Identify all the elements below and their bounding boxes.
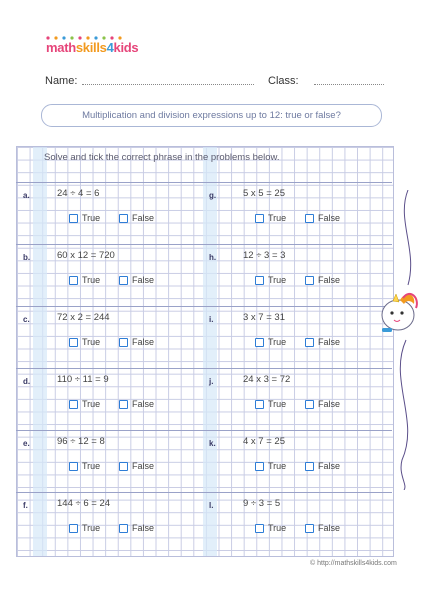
problem-expression: 12 ÷ 3 = 3 (243, 250, 286, 261)
false-option[interactable] (119, 213, 154, 223)
checkbox-icon[interactable] (69, 524, 78, 533)
checkbox-icon[interactable] (119, 214, 128, 223)
true-label: True (82, 399, 101, 409)
false-label: False (318, 213, 341, 223)
false-option[interactable] (119, 461, 154, 471)
logo-part-kids: kids (113, 40, 139, 55)
name-field[interactable] (82, 84, 254, 85)
false-option[interactable] (305, 213, 340, 223)
problem-letter: a. (23, 191, 30, 200)
checkbox-icon[interactable] (255, 276, 264, 285)
problem-expression: 72 x 2 = 244 (57, 312, 110, 323)
problem-letter: i. (209, 315, 214, 324)
true-label: True (82, 523, 101, 533)
logo-part-skills: skills (75, 40, 107, 55)
false-label: False (132, 275, 155, 285)
false-label: False (318, 337, 341, 347)
checkbox-icon[interactable] (119, 400, 128, 409)
problem-expression: 9 ÷ 3 = 5 (243, 498, 281, 509)
problem-expression: 4 x 7 = 25 (243, 436, 285, 447)
false-option[interactable] (305, 461, 340, 471)
checkbox-icon[interactable] (255, 524, 264, 533)
logo-part-math: math (46, 40, 76, 55)
problem-letter: j. (209, 377, 214, 386)
true-option[interactable] (255, 523, 286, 533)
true-label: True (268, 275, 287, 285)
false-label: False (318, 275, 341, 285)
problem-e (17, 433, 197, 493)
problem-k (203, 433, 383, 493)
false-label: False (132, 523, 155, 533)
checkbox-icon[interactable] (69, 462, 78, 471)
problem-letter: b. (23, 253, 31, 262)
true-option[interactable] (69, 523, 100, 533)
false-label: False (318, 461, 341, 471)
false-option[interactable] (305, 337, 340, 347)
problem-letter: c. (23, 315, 30, 324)
problem-expression: 24 x 3 = 72 (243, 374, 291, 385)
false-label: False (132, 399, 155, 409)
checkbox-icon[interactable] (255, 338, 264, 347)
true-option[interactable] (69, 461, 100, 471)
unicorn-mascot-icon (378, 190, 421, 490)
false-option[interactable] (119, 337, 154, 347)
checkbox-icon[interactable] (69, 276, 78, 285)
problem-g (203, 185, 383, 245)
instructions: Solve and tick the correct phrase in the problems below. (44, 152, 280, 163)
false-option[interactable] (119, 399, 154, 409)
problem-h (203, 247, 383, 307)
problem-d (17, 371, 197, 431)
checkbox-icon[interactable] (119, 524, 128, 533)
checkbox-icon[interactable] (305, 524, 314, 533)
problem-i (203, 309, 383, 369)
logo-part-4: 4 (106, 40, 114, 55)
true-option[interactable] (255, 275, 286, 285)
true-option[interactable] (255, 213, 286, 223)
problem-letter: g. (209, 191, 217, 200)
problem-expression: 24 ÷ 4 = 6 (57, 188, 100, 199)
false-label: False (318, 523, 341, 533)
checkbox-icon[interactable] (255, 214, 264, 223)
name-label: Name: (45, 75, 78, 87)
checkbox-icon[interactable] (69, 214, 78, 223)
true-option[interactable] (69, 399, 100, 409)
problem-expression: 60 x 12 = 720 (57, 250, 115, 261)
problem-l (203, 495, 383, 555)
true-option[interactable] (255, 461, 286, 471)
problem-letter: d. (23, 377, 31, 386)
checkbox-icon[interactable] (255, 462, 264, 471)
problem-letter: e. (23, 439, 30, 448)
problem-expression: 110 ÷ 11 = 9 (57, 374, 109, 385)
true-label: True (82, 213, 101, 223)
checkbox-icon[interactable] (69, 400, 78, 409)
true-option[interactable] (69, 337, 100, 347)
problem-expression: 3 x 7 = 31 (243, 312, 285, 323)
false-label: False (132, 337, 155, 347)
true-label: True (268, 523, 287, 533)
problem-b (17, 247, 197, 307)
problem-expression: 96 ÷ 12 = 8 (57, 436, 105, 447)
site-logo (46, 40, 138, 55)
false-option[interactable] (119, 275, 154, 285)
true-label: True (82, 337, 101, 347)
true-label: True (82, 275, 101, 285)
false-option[interactable] (305, 275, 340, 285)
true-option[interactable] (255, 399, 286, 409)
footer-url: © http://mathskills4kids.com (310, 560, 397, 567)
checkbox-icon[interactable] (305, 400, 314, 409)
false-option[interactable] (119, 523, 154, 533)
class-label: Class: (268, 75, 299, 87)
problem-f (17, 495, 197, 555)
false-option[interactable] (305, 523, 340, 533)
true-label: True (268, 213, 287, 223)
false-label: False (132, 213, 155, 223)
checkbox-icon[interactable] (305, 214, 314, 223)
checkbox-icon[interactable] (119, 462, 128, 471)
problem-letter: k. (209, 439, 216, 448)
checkbox-icon[interactable] (305, 462, 314, 471)
problem-j (203, 371, 383, 431)
checkbox-icon[interactable] (69, 338, 78, 347)
checkbox-icon[interactable] (119, 276, 128, 285)
true-option[interactable] (69, 213, 100, 223)
problem-expression: 5 x 5 = 25 (243, 188, 285, 199)
true-label: True (268, 399, 287, 409)
checkbox-icon[interactable] (119, 338, 128, 347)
class-field[interactable] (314, 84, 384, 85)
problem-letter: h. (209, 253, 217, 262)
worksheet-title: Multiplication and division expressions up to 12: true or false? (41, 104, 382, 127)
checkbox-icon[interactable] (305, 338, 314, 347)
checkbox-icon[interactable] (305, 276, 314, 285)
false-option[interactable] (305, 399, 340, 409)
false-label: False (132, 461, 155, 471)
problem-letter: f. (23, 501, 28, 510)
checkbox-icon[interactable] (255, 400, 264, 409)
true-option[interactable] (69, 275, 100, 285)
problem-letter: l. (209, 501, 214, 510)
false-label: False (318, 399, 341, 409)
row-divider (16, 182, 392, 183)
true-option[interactable] (255, 337, 286, 347)
true-label: True (268, 461, 287, 471)
problem-a (17, 185, 197, 245)
true-label: True (82, 461, 101, 471)
logo-dots-icon (44, 36, 136, 40)
problem-c (17, 309, 197, 369)
problem-expression: 144 ÷ 6 = 24 (57, 498, 111, 509)
true-label: True (268, 337, 287, 347)
